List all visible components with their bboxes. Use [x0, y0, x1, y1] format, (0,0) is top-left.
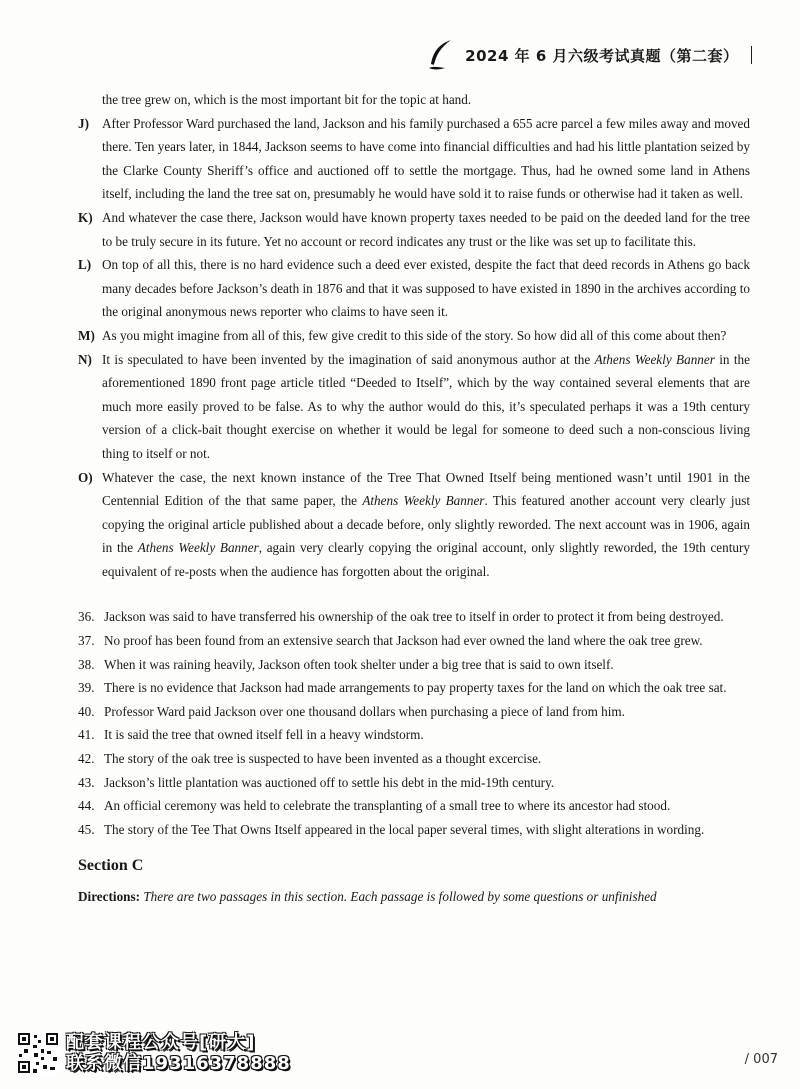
- italic-title: Athens Weekly Banner: [594, 351, 715, 367]
- passage-paragraph: [78, 112, 750, 206]
- statement-number: 37.: [78, 633, 95, 649]
- paragraph-text: [102, 206, 750, 253]
- footer-advertisement: [16, 1027, 291, 1079]
- quill-pen-icon: [425, 38, 455, 72]
- statement-text: When it was raining heavily, Jackson often took shelter under a big tree that is said to own itself.: [104, 656, 614, 672]
- page-header-title: 2024 年 6 月六级考试真题（第二套）: [465, 46, 739, 65]
- statement-number: 38.: [78, 656, 95, 672]
- passage-paragraph: [78, 324, 750, 348]
- statement-text: The story of the Tee That Owns Itself appeared in the local paper several times, with slight alterations in wording.: [104, 821, 705, 837]
- text-segment: After Professor Ward purchased the land, Jackson and his family purchased a 655 acre parcel a few miles away and moved there. Ten years later, in 1844, Jackson seems to have come into financial difficulties and had his little plantation seized by the Clarke County Sheriff’s office and auctioned off to settle the mortgage. Thus, had he owned some land in Athens itself, including the land the tree sat on, presumably he would have sold it to raise funds or otherwise had it taken as well.: [102, 115, 750, 202]
- statement-number: 36.: [78, 609, 95, 625]
- statement-item: [78, 700, 750, 724]
- ad-line-contact: 联系微信19316378888: [66, 1053, 291, 1074]
- paragraph-text: [102, 324, 750, 348]
- statement-text: It is said the tree that owned itself fell in a heavy windstorm.: [104, 727, 424, 743]
- text-segment: It is speculated to have been invented by the imagination of said anonymous author at the: [102, 351, 595, 367]
- text-segment: . This featured another account very clearly just copying the original article published about a decade before, only slightly reworded. The next account was in 1906, again in the: [102, 493, 750, 556]
- statement-item: [78, 605, 750, 629]
- passage-paragraph: [78, 206, 750, 253]
- section-c-title: Section C: [78, 857, 144, 875]
- paragraph-label: N): [78, 351, 92, 367]
- statement-text: The story of the oak tree is suspected to have been invented as a thought excercise.: [104, 751, 542, 767]
- paragraph-text: [102, 348, 750, 466]
- ad-line-course: 配套课程公众号[研大]: [66, 1032, 256, 1053]
- statement-number: 41.: [78, 727, 95, 743]
- section-c-directions: [78, 885, 750, 909]
- passage-paragraph: [78, 466, 750, 584]
- statement-item: [78, 771, 750, 795]
- statement-text: An official ceremony was held to celebrate the transplanting of a small tree to where its ancestor had stood.: [104, 798, 671, 814]
- paragraph-label: J): [78, 115, 89, 131]
- text-segment: in the aforementioned 1890 front page article titled “Deeded to Itself”, which by the way contained several elements that are much more easily proved to be false. As to why the author would do this, it’s speculated perhaps it was a 19th century version of a click-bait thought exercise on whether it would be legal for someone to deed such a non-conscious living thing to itself or not.: [102, 351, 750, 461]
- page-content: [78, 88, 750, 909]
- paragraph-text: [102, 466, 750, 584]
- paragraph-label: O): [78, 469, 93, 485]
- statement-item: [78, 794, 750, 818]
- statement-list: [78, 605, 750, 841]
- text-segment: On top of all this, there is no hard evidence such a deed ever existed, despite the fact that deed records in Athens go back many decades before Jackson’s death in 1876 and that it was supposed to have existed in 1890 in the archives according to the original anonymous news reporter who claims to have seen it.: [102, 257, 750, 320]
- qr-code-icon: [16, 1031, 60, 1075]
- statement-number: 39.: [78, 680, 95, 696]
- directions-text: There are two passages in this section. Each passage is followed by some questions or unfinished: [143, 889, 657, 905]
- statement-text: No proof has been found from an extensive search that Jackson had ever owned the land where the oak tree grew.: [104, 633, 703, 649]
- header-divider: [751, 46, 753, 64]
- statement-item: [78, 818, 750, 842]
- statement-item: [78, 629, 750, 653]
- statement-text: Jackson’s little plantation was auctioned off to settle his debt in the mid-19th century.: [104, 774, 555, 790]
- statement-number: 45.: [78, 821, 95, 837]
- paragraph-label: L): [78, 257, 92, 273]
- statement-text: Professor Ward paid Jackson over one thousand dollars when purchasing a piece of land from him.: [104, 703, 625, 719]
- text-segment: Whatever the case, the next known instance of the Tree That Owned Itself being mentioned wasn’t until 1901 in the Centennial Edition of the that same paper, the: [102, 469, 750, 509]
- italic-title: Athens Weekly Banner: [362, 493, 485, 509]
- text-segment: , again very clearly copying the original account, only slightly reworded, the 19th century equivalent of re-posts when the audience has forgotten about the original.: [102, 540, 750, 579]
- paragraph-text: [102, 253, 750, 324]
- statement-item: [78, 653, 750, 677]
- statement-item: [78, 747, 750, 771]
- directions-label: Directions:: [78, 889, 141, 905]
- statement-number: 42.: [78, 751, 95, 767]
- page-number: / 007: [744, 1052, 778, 1067]
- passage-paragraph: [78, 348, 750, 466]
- paragraph-label: K): [78, 209, 93, 225]
- page-header: [425, 38, 752, 72]
- passage-paragraph: [78, 253, 750, 324]
- paragraph-text: [102, 112, 750, 206]
- italic-title: Athens Weekly Banner: [137, 540, 259, 556]
- paragraph-label: M): [78, 327, 95, 343]
- statement-number: 44.: [78, 798, 95, 814]
- text-segment: As you might imagine from all of this, few give credit to this side of the story. So how did all of this come about then?: [102, 327, 727, 343]
- text-segment: And whatever the case there, Jackson would have known property taxes needed to be paid on the deeded land for the tree to be truly secure in its future. Yet no account or record indicates any trust or the like was set up to facilitate this.: [102, 209, 750, 249]
- paragraph-continuation: the tree grew on, which is the most important bit for the topic at hand.: [102, 92, 472, 107]
- statement-item: [78, 676, 750, 700]
- statement-number: 40.: [78, 703, 95, 719]
- statement-text: Jackson was said to have transferred his ownership of the oak tree to itself in order to protect it from being destroyed.: [104, 609, 724, 625]
- passage-paragraphs: [78, 112, 750, 584]
- statement-text: There is no evidence that Jackson had made arrangements to pay property taxes for the land on which the oak tree sat.: [104, 680, 727, 696]
- statement-item: [78, 723, 750, 747]
- statement-number: 43.: [78, 774, 95, 790]
